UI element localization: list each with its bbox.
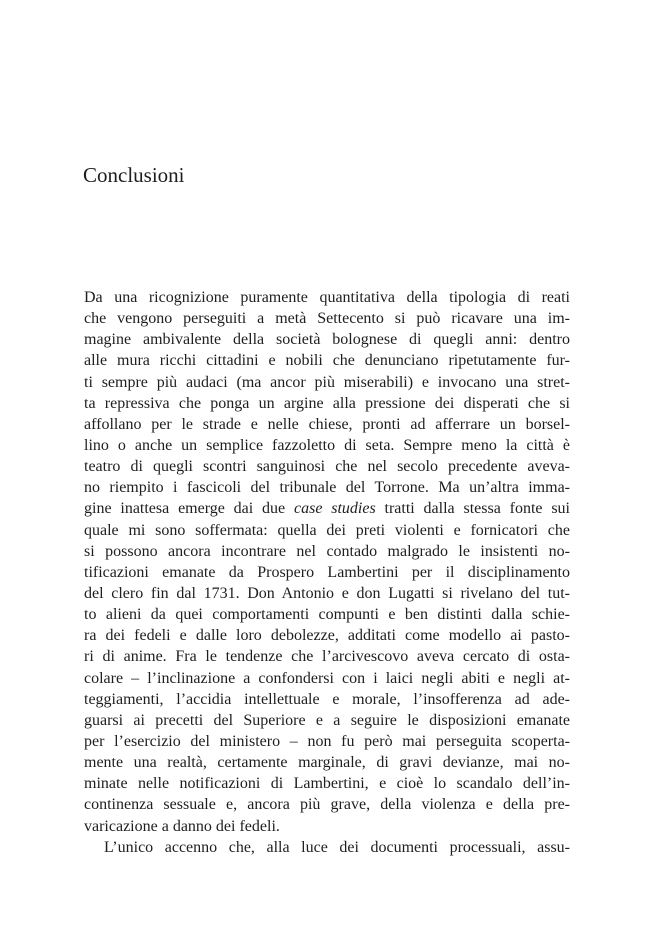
text-line: che vengono perseguiti a metà Settecento si può ricavare una im- xyxy=(84,310,570,328)
text-line xyxy=(84,498,570,519)
text-line: teggiamenti, l’accidia intellettuale e morale, l’insofferenza ad ade- xyxy=(84,690,570,708)
text-line: per l’esercizio del ministero – non fu però mai perseguita scoperta- xyxy=(84,732,570,750)
text-line: no riempito i fascicoli del tribunale del Torrone. Ma un’altra imma- xyxy=(84,479,570,497)
text-line: tificazioni emanate da Prospero Lambertini per il disciplinamento xyxy=(84,563,570,581)
italic-term: case studies xyxy=(293,500,376,518)
text-line: alle mura ricchi cittadini e nobili che denunciano ripetutamente fur- xyxy=(84,352,570,370)
text-line: lino o anche un semplice fazzoletto di seta. Sempre meno la città è xyxy=(84,436,570,454)
body-text xyxy=(84,287,570,858)
text-line: ra dei fedeli e dalle loro debolezze, additati come modello ai pasto- xyxy=(84,627,570,645)
text-line: ri di anime. Fra le tendenze che l’arcivescovo aveva cercato di osta- xyxy=(84,648,570,666)
text-line: continenza sessuale e, ancora più grave, della violenza e della pre- xyxy=(84,796,570,814)
text-line: affollano per le strade e nelle chiese, pronti ad afferrare un borsel- xyxy=(84,415,570,433)
paragraph-2 xyxy=(84,837,570,858)
text-line: to alieni da quei comportamenti compunti e ben distinti dalla schie- xyxy=(84,606,570,624)
text-line: ta repressiva che ponga un argine alla pressione dei disperati che si xyxy=(84,394,570,412)
text-line: minate nelle notificazioni di Lambertini, e cioè lo scandalo dell’in- xyxy=(84,775,570,793)
text-segment: gine inattesa emerge dai due xyxy=(84,500,294,518)
text-line: Da una ricognizione puramente quantitativa della tipologia di reati xyxy=(84,289,570,306)
text-line: del clero fin dal 1731. Don Antonio e don Lugatti si rivelano del tut- xyxy=(84,584,570,602)
text-line: quale mi sono soffermata: quella dei preti violenti e fornicatori che xyxy=(84,521,570,539)
text-line: teatro di quegli scontri sanguinosi che nel secolo precedente aveva- xyxy=(84,458,570,476)
text-line: si possono ancora incontrare nel contado malgrado le insistenti no- xyxy=(84,542,570,560)
text-line: mente una realtà, certamente marginale, di gravi devianze, mai no- xyxy=(84,754,570,772)
text-line: magine ambivalente della società bolognese di quegli anni: dentro xyxy=(84,331,570,349)
text-line: ti sempre più audaci (ma ancor più miserabili) e invocano una stret- xyxy=(84,373,570,391)
paragraph-1 xyxy=(84,287,570,837)
text-line: varicazione a danno dei fedeli. xyxy=(84,817,280,835)
text-segment: tratti dalla stessa fonte sui xyxy=(375,500,570,518)
text-line: colare – l’inclinazione a confondersi con i laici negli abiti e negli at- xyxy=(84,669,570,687)
text-line: guarsi ai precetti del Superiore e a seguire le disposizioni emanate xyxy=(84,711,570,729)
text-line: L’unico accenno che, alla luce dei documenti processuali, assu- xyxy=(104,838,570,856)
chapter-title: Conclusioni xyxy=(83,163,185,187)
